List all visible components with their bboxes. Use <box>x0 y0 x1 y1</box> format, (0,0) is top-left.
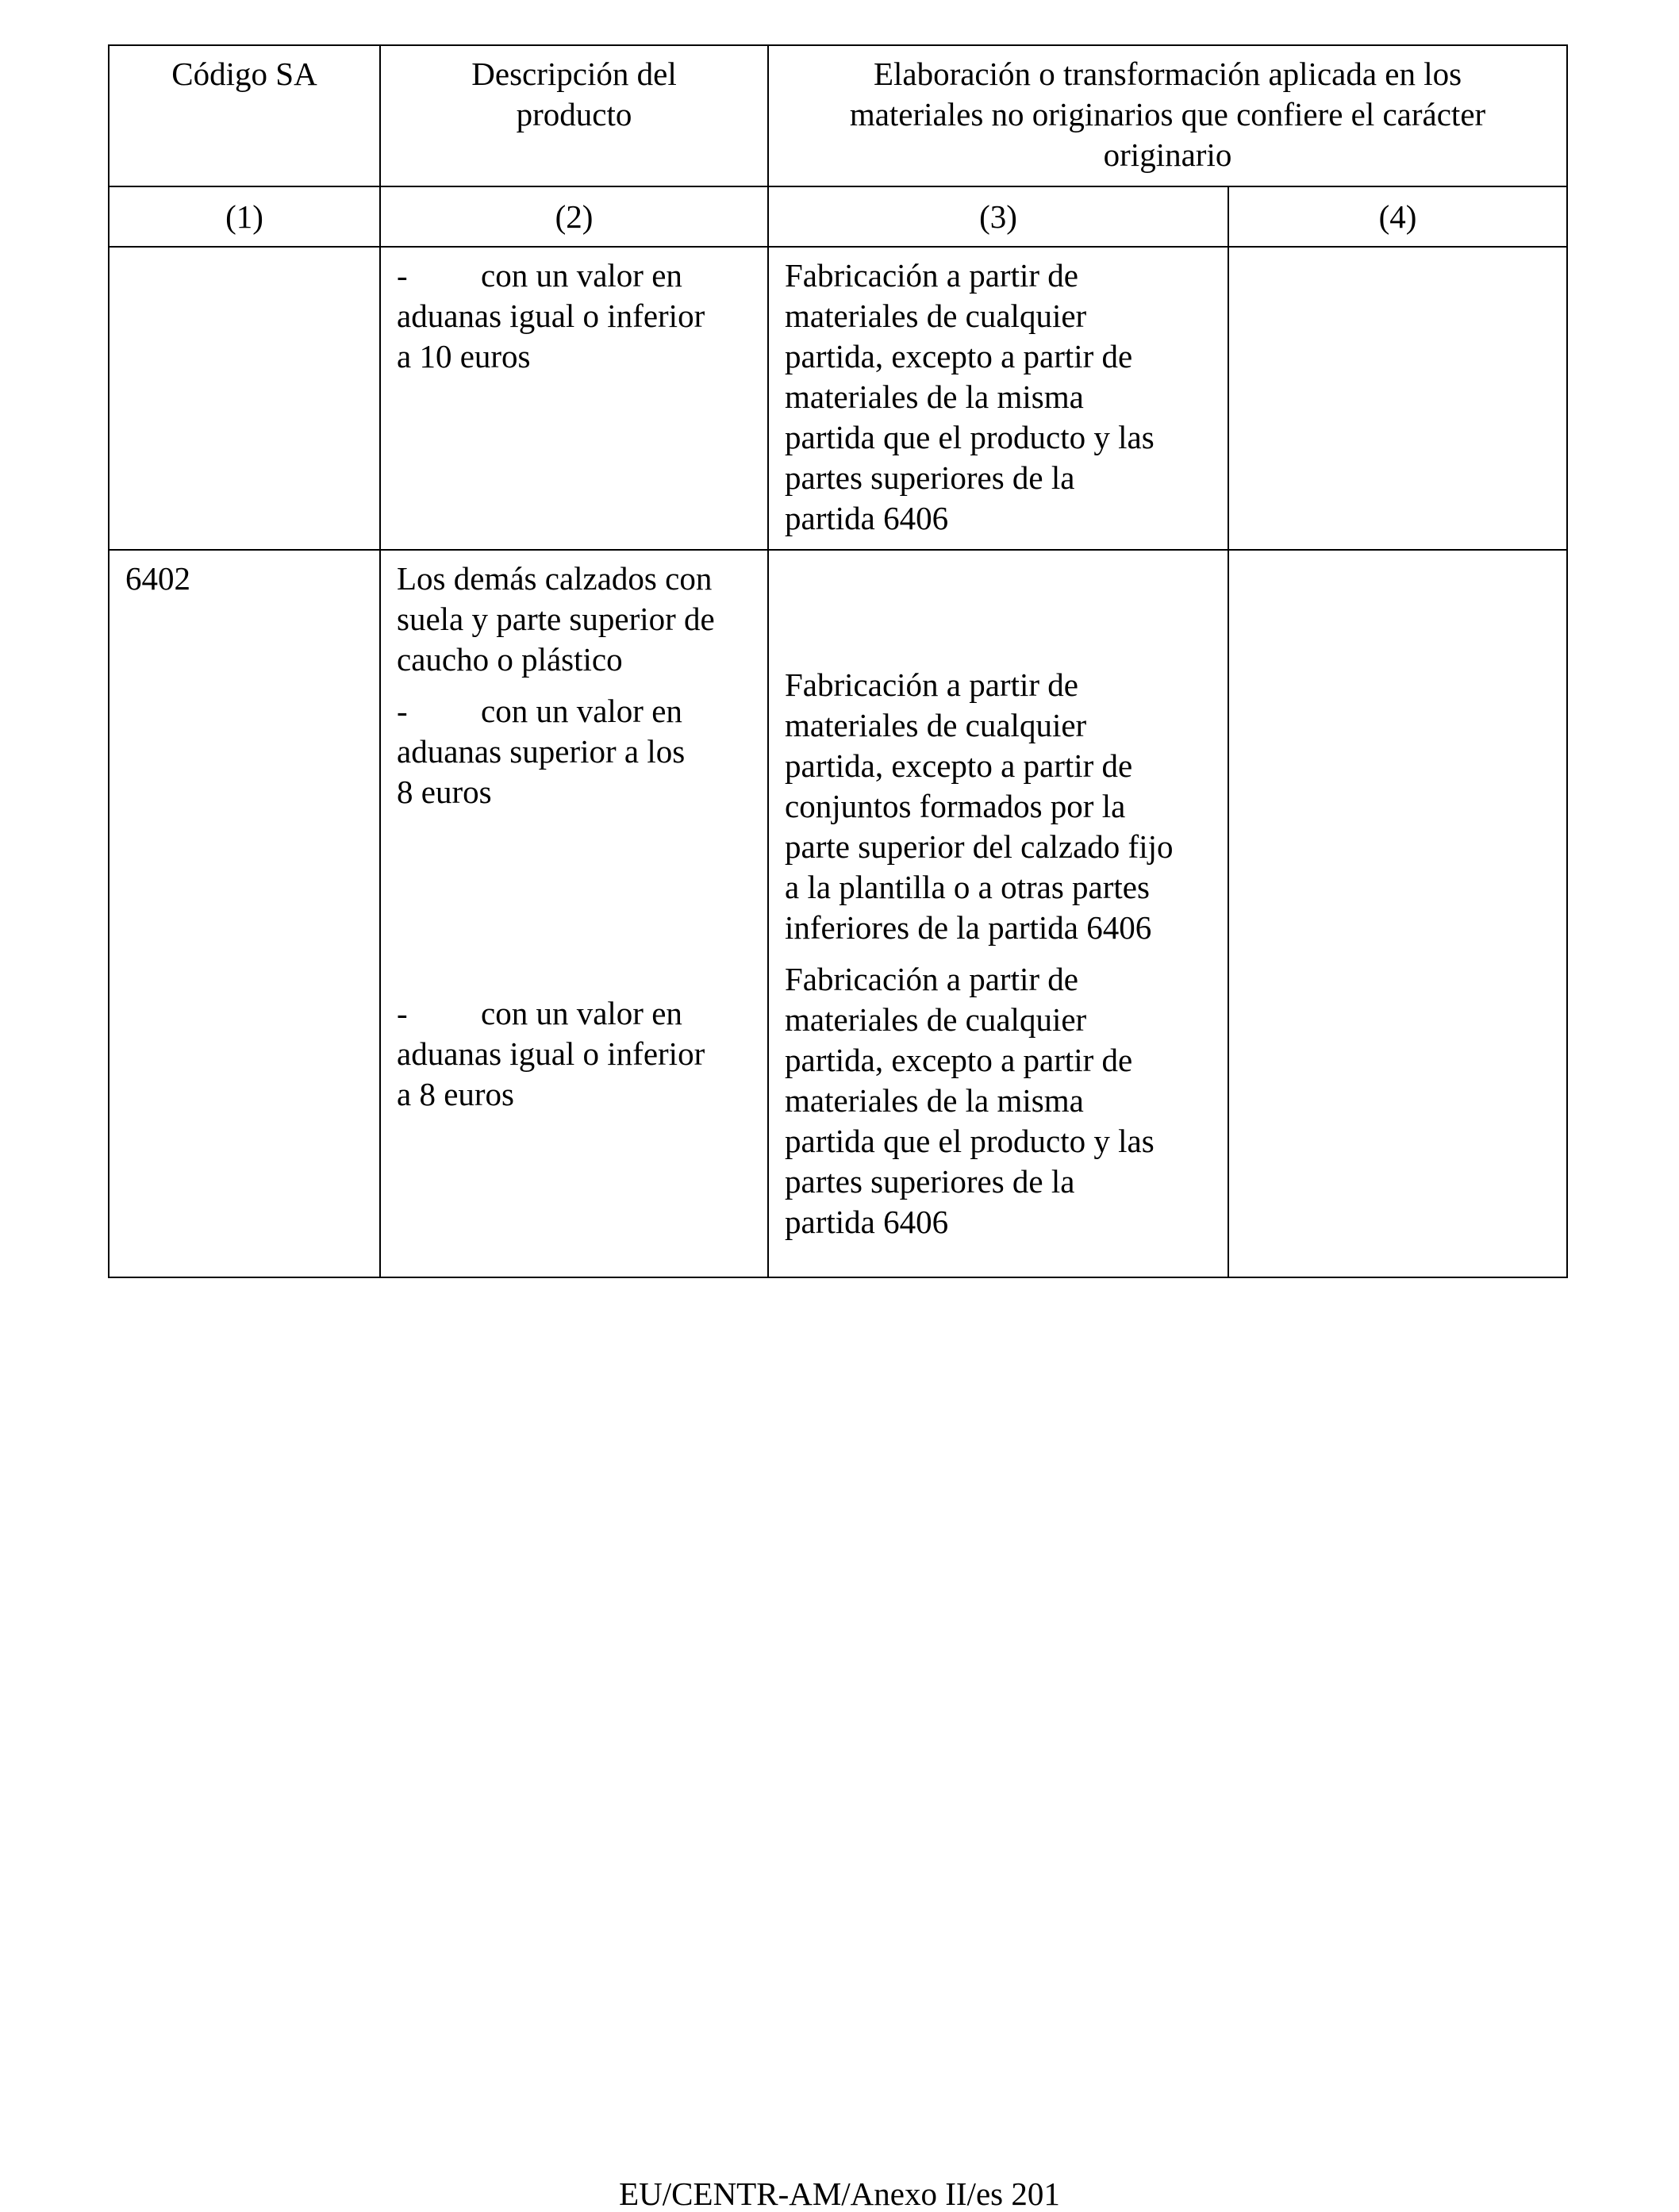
header-description: Descripción del producto <box>380 45 768 186</box>
row-col4 <box>1228 247 1567 550</box>
column-number-4: (4) <box>1228 186 1567 247</box>
row-col4 <box>1228 550 1567 1277</box>
row-code <box>109 247 380 550</box>
column-number-2: (2) <box>380 186 768 247</box>
table-row <box>109 550 1567 1277</box>
table-row <box>109 247 1567 550</box>
row-description <box>380 550 768 1277</box>
header-processing: Elaboración o transformación aplicada en los materiales no originarios que confiere el carácter originario <box>768 45 1567 186</box>
column-number-1: (1) <box>109 186 380 247</box>
rule-text: Fabricación a partir de materiales de cualquier partida, excepto a partir de materiales de la misma partida que el producto y las partes superiores de la partida 6406 <box>785 961 1155 1240</box>
description-title: Los demás calzados con suela y parte superior de caucho o plástico <box>397 560 715 678</box>
description-item: - con un valor en aduanas superior a los 8 euros <box>397 693 686 810</box>
description-item: - con un valor en aduanas igual o inferior a 8 euros <box>397 995 705 1112</box>
row-rule <box>768 247 1228 550</box>
table-header-row <box>109 45 1567 186</box>
column-number-row <box>109 186 1567 247</box>
description-item: - con un valor en aduanas igual o inferior a 10 euros <box>397 257 705 374</box>
row-description <box>380 247 768 550</box>
row-code: 6402 <box>109 550 380 1277</box>
origin-rules-table <box>108 44 1568 1278</box>
page-footer: EU/CENTR-AM/Anexo II/es 201 <box>619 2176 1060 2212</box>
row-rule <box>768 550 1228 1277</box>
header-code: Código SA <box>109 45 380 186</box>
dash-marker: - <box>397 693 408 729</box>
dash-marker: - <box>397 257 408 294</box>
rule-text: Fabricación a partir de materiales de cualquier partida, excepto a partir de conjuntos formados por la parte superior del calzado fijo a la plantilla o a otras partes inferiores de la partida 6406 <box>785 666 1174 946</box>
rule-text: Fabricación a partir de materiales de cualquier partida, excepto a partir de materiales de la misma partida que el producto y las partes superiores de la partida 6406 <box>785 257 1155 536</box>
column-number-3: (3) <box>768 186 1228 247</box>
dash-marker: - <box>397 995 408 1031</box>
